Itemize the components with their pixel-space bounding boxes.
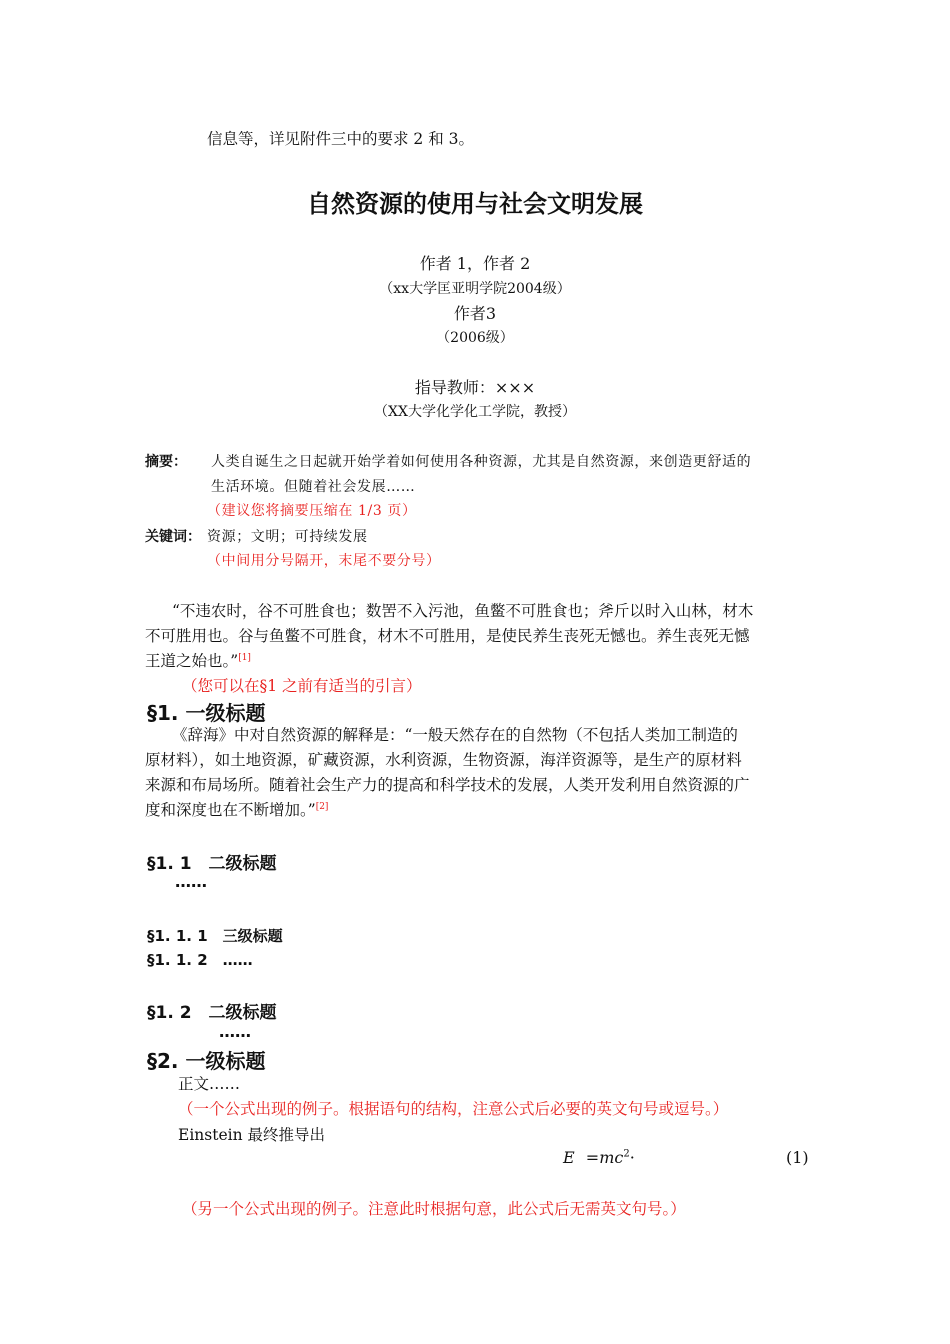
advisor-line: 指导教师：××× bbox=[414, 378, 536, 397]
equation-symbol-mc: mc bbox=[599, 1148, 624, 1167]
keywords-text: 资源；文明；可持续发展 bbox=[207, 529, 368, 545]
subsubsection-1-1-2-heading: §1. 1. 2 …… bbox=[147, 951, 253, 969]
formula-note-2: （另一个公式出现的例子。注意此时根据句意，此公式后无需英文句号。） bbox=[182, 1200, 686, 1218]
section-1-line-2: 原材料），如土地资源，矿藏资源，水利资源，生物资源，海洋资源等，是生产的原材料 bbox=[145, 751, 742, 769]
subsection-1-2-heading: §1. 2 二级标题 bbox=[147, 1003, 277, 1023]
section-2-heading: §2. 一级标题 bbox=[147, 1049, 266, 1073]
subsection-1-2-dots: …… bbox=[219, 1022, 251, 1041]
abstract-line-1: 人类自诞生之日起就开始学着如何使用各种资源，尤其是自然资源，来创造更舒适的 bbox=[211, 454, 752, 470]
keywords-label: 关键词： bbox=[145, 529, 201, 545]
paper-title: 自然资源的使用与社会文明发展 bbox=[307, 190, 643, 218]
keywords-note: （中间用分号隔开，末尾不要分号） bbox=[207, 553, 441, 569]
author-line-2: 作者3 bbox=[453, 304, 497, 323]
quote-text-end: 王道之始也。” bbox=[145, 652, 239, 670]
intro-note: （您可以在§1 之前有适当的引言） bbox=[182, 677, 422, 695]
subsection-1-1-heading: §1. 1 二级标题 bbox=[147, 854, 277, 874]
quote-line-2: 不可胜用也。谷与鱼鳖不可胜食，材木不可胜用，是使民养生丧死无憾也。养生丧死无憾 bbox=[145, 627, 750, 645]
equation-period: · bbox=[629, 1148, 635, 1167]
section-1-line-1: 《辞海》中对自然资源的解释是：“一般天然存在的自然物（不包括人类加工制造的 bbox=[172, 726, 738, 744]
top-line: 信息等，详见附件三中的要求 2 和 3。 bbox=[207, 130, 475, 148]
author-line-1: 作者 1，作者 2 bbox=[419, 254, 531, 273]
equation-number: (1) bbox=[786, 1148, 809, 1167]
equation-1 bbox=[563, 1148, 635, 1167]
section-1-citation: [2] bbox=[315, 801, 329, 812]
section-2-body: 正文…… bbox=[178, 1075, 241, 1093]
author-affiliation-2: （2006级） bbox=[436, 330, 514, 346]
subsection-1-1-dots: …… bbox=[175, 872, 207, 891]
section-1-text-end: 度和深度也在不断增加。” bbox=[145, 801, 316, 819]
equation-equals: = bbox=[585, 1148, 600, 1167]
quote-line-1: “不违农时，谷不可胜食也；数罟不入污池，鱼鳖不可胜食也；斧斤以时入山林，材木 bbox=[172, 602, 754, 620]
abstract-note: （建议您将摘要压缩在 1/3 页） bbox=[207, 503, 417, 519]
equation-symbol-E: E bbox=[563, 1148, 575, 1167]
quote-line-3 bbox=[145, 649, 251, 671]
subsubsection-1-1-1-heading: §1. 1. 1 三级标题 bbox=[147, 927, 283, 945]
formula-note-1: （一个公式出现的例子。根据语句的结构，注意公式后必要的英文句号或逗号。） bbox=[178, 1100, 729, 1118]
author-affiliation-1: （xx大学匡亚明学院2004级） bbox=[379, 281, 571, 297]
abstract-label: 摘要： bbox=[145, 454, 187, 470]
equation-exponent: 2 bbox=[623, 1148, 630, 1160]
section-1-line-3: 来源和布局场所。随着社会生产力的提高和科学技术的发展，人类开发利用自然资源的广 bbox=[145, 776, 750, 794]
quote-citation: [1] bbox=[238, 652, 251, 663]
section-1-heading: §1. 一级标题 bbox=[147, 701, 266, 725]
einstein-sentence: Einstein 最终推导出 bbox=[178, 1126, 325, 1144]
section-1-line-4 bbox=[145, 798, 328, 820]
advisor-affiliation: （XX大学化学化工学院，教授） bbox=[374, 404, 576, 420]
abstract-line-2: 生活环境。但随着社会发展…… bbox=[211, 479, 416, 495]
